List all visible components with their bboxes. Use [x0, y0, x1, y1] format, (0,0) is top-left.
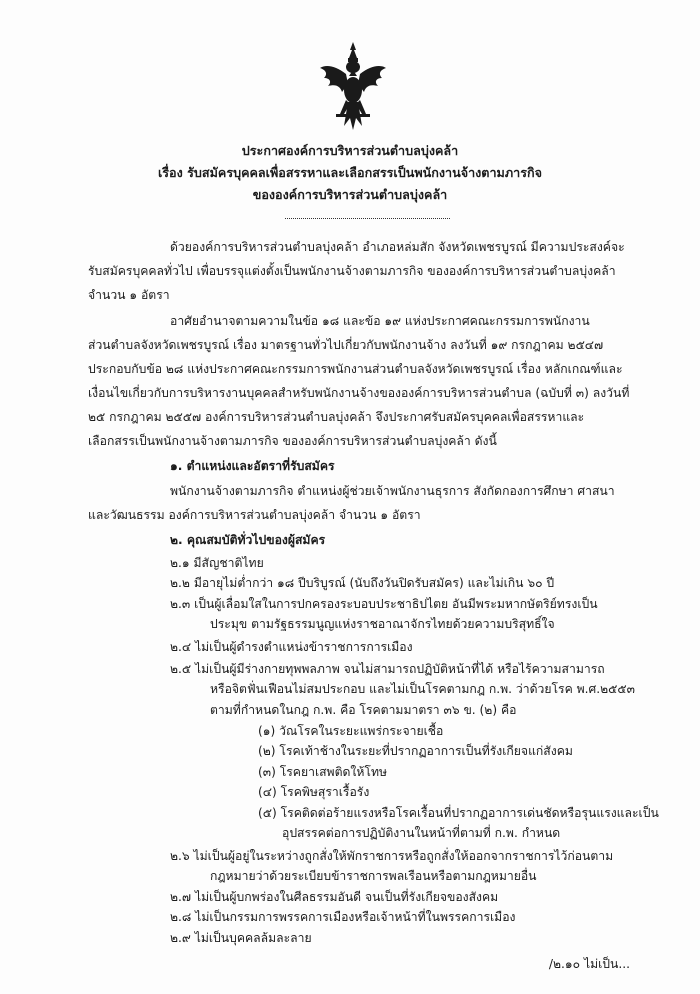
disease-item: (๒) โรคเท้าช้างในระยะที่ปรากฏอาการเป็นที่รังเกียจแก่สังคม [258, 744, 573, 759]
section-1-line: และวัฒนธรรม องค์การบริหารส่วนตำบลบุ่งคล้า จำนวน ๑ อัตรา [88, 508, 421, 522]
paragraph-2-line: ประกอบกับข้อ ๒๘ แห่งประกาศคณะกรรมการพนักงานส่วนตำบลจังหวัดเพชรบูรณ์ เรื่อง หลักเกณฑ์และ [88, 362, 623, 376]
title-line-2: เรื่อง รับสมัครบุคคลเพื่อสรรหาและเลือกสรรเป็นพนักงานจ้างตามภารกิจ [157, 165, 542, 180]
disease-item: (๕) โรคติดต่อร้ายแรงหรือโรคเรื้อนที่ปรากฏอาการเด่นชัดหรือรุนแรงและเป็น [258, 805, 659, 820]
disease-item: (๑) วัณโรคในระยะแพร่กระจายเชื้อ [258, 723, 444, 738]
qualification-item: ๒.๙ ไม่เป็นบุคคลล้มละลาย [170, 931, 312, 945]
qualification-item: ๒.๘ ไม่เป็นกรรมการพรรคการเมืองหรือเจ้าหน้าที่ในพรรคการเมือง [170, 910, 516, 925]
section-1-heading: ๑. ตำแหน่งและอัตราที่รับสมัคร [170, 459, 335, 473]
paragraph-2-line: ส่วนตำบลจังหวัดเพชรบูรณ์ เรื่อง มาตรฐานทั่วไปเกี่ยวกับพนักงานจ้าง ลงวันที่ ๑๙ กรกฎาคม ๒๕๔๗ [88, 338, 604, 352]
disease-item: (๓) โรคยาเสพติดให้โทษ [258, 764, 388, 779]
paragraph-2-line: เงื่อนไขเกี่ยวกับการบริหารงานบุคคลสำหรับพนักงานจ้างขององค์การบริหารส่วนตำบล (ฉบับที่ ๓) ลงวันที่ [88, 386, 630, 400]
title-line-1: ประกาศองค์การบริหารส่วนตำบลบุ่งคล้า [241, 143, 459, 158]
qualification-item: ๒.๓ เป็นผู้เลื่อมใสในการปกครองระบอบประชาธิปไตย อันมีพระมหากษัตริย์ทรงเป็น [170, 596, 598, 611]
page-continuation: /๒.๑๐ ไม่เป็น... [548, 957, 630, 971]
qualification-item-continued: กฎหมายว่าด้วยระเบียบข้าราชการพลเรือนหรือตามกฎหมายอื่น [210, 869, 537, 884]
qualification-item-continued: หรือจิตฟั่นเฟือนไม่สมประกอบ และไม่เป็นโรคตามกฎ ก.พ. ว่าด้วยโรค พ.ศ.๒๕๕๓ [210, 682, 635, 697]
title-line-3: ขององค์การบริหารส่วนตำบลบุ่งคล้า [252, 187, 448, 202]
paragraph-1-line: รับสมัครบุคคลทั่วไป เพื่อบรรจุแต่งตั้งเป็นพนักงานจ้างตามภารกิจ ขององค์การบริหารส่วนตำบลบุ่งคล้า [88, 264, 616, 278]
section-2-heading: ๒. คุณสมบัติทั่วไปของผู้สมัคร [170, 533, 326, 547]
qualification-item: ๒.๖ ไม่เป็นผู้อยู่ในระหว่างถูกสั่งให้พักราชการหรือถูกสั่งให้ออกจากราชการไว้ก่อนตาม [170, 848, 614, 863]
title-divider [285, 218, 450, 219]
qualification-item: ๒.๒ มีอายุไม่ต่ำกว่า ๑๘ ปีบริบูรณ์ (นับถึงวันปิดรับสมัคร) และไม่เกิน ๖๐ ปี [170, 576, 555, 591]
qualification-item-continued: ตามที่กำหนดในกฎ ก.พ. คือ โรคตามมาตรา ๓๖ ข. (๒) คือ [210, 703, 517, 717]
section-1-line: พนักงานจ้างตามภารกิจ ตำแหน่งผู้ช่วยเจ้าพนักงานธุรการ สังกัดกองการศึกษา ศาสนา [170, 484, 615, 498]
garuda-emblem-icon [318, 40, 388, 132]
disease-item-continued: อุปสรรคต่อการปฏิบัติงานในหน้าที่ตามที่ ก.พ. กำหนด [282, 826, 561, 841]
qualification-item-continued: ประมุข ตามรัฐธรรมนูญแห่งราชอาณาจักรไทยด้วยความบริสุทธิ์ใจ [210, 617, 555, 632]
qualification-item: ๒.๑ มีสัญชาติไทย [170, 555, 264, 570]
paragraph-1-line: จำนวน ๑ อัตรา [88, 288, 170, 302]
paragraph-2-line: อาศัยอำนาจตามความในข้อ ๑๘ และข้อ ๑๙ แห่งประกาศคณะกรรมการพนักงาน [170, 314, 590, 328]
qualification-item: ๒.๔ ไม่เป็นผู้ดำรงตำแหน่งข้าราชการการเมือง [170, 639, 413, 654]
qualification-item: ๒.๕ ไม่เป็นผู้มีร่างกายทุพพลภาพ จนไม่สามารถปฏิบัติหน้าที่ได้ หรือไร้ความสามารถ [170, 661, 605, 676]
paragraph-2-line: ๒๕ กรกฎาคม ๒๕๕๗ องค์การบริหารส่วนตำบลบุ่งคล้า จึงประกาศรับสมัครบุคคลเพื่อสรรหาและ [88, 410, 585, 424]
paragraph-1-line: ด้วยองค์การบริหารส่วนตำบลบุ่งคล้า อำเภอหล่มสัก จังหวัดเพชรบูรณ์ มีความประสงค์จะ [170, 240, 625, 254]
disease-item: (๔) โรคพิษสุราเรื้อรัง [258, 785, 370, 800]
qualification-item: ๒.๗ ไม่เป็นผู้บกพร่องในศีลธรรมอันดี จนเป็นที่รังเกียจของสังคม [170, 889, 499, 904]
paragraph-2-line: เลือกสรรเป็นพนักงานจ้างตามภารกิจ ขององค์การบริหารส่วนตำบลบุ่งคล้า ดังนี้ [88, 434, 497, 448]
